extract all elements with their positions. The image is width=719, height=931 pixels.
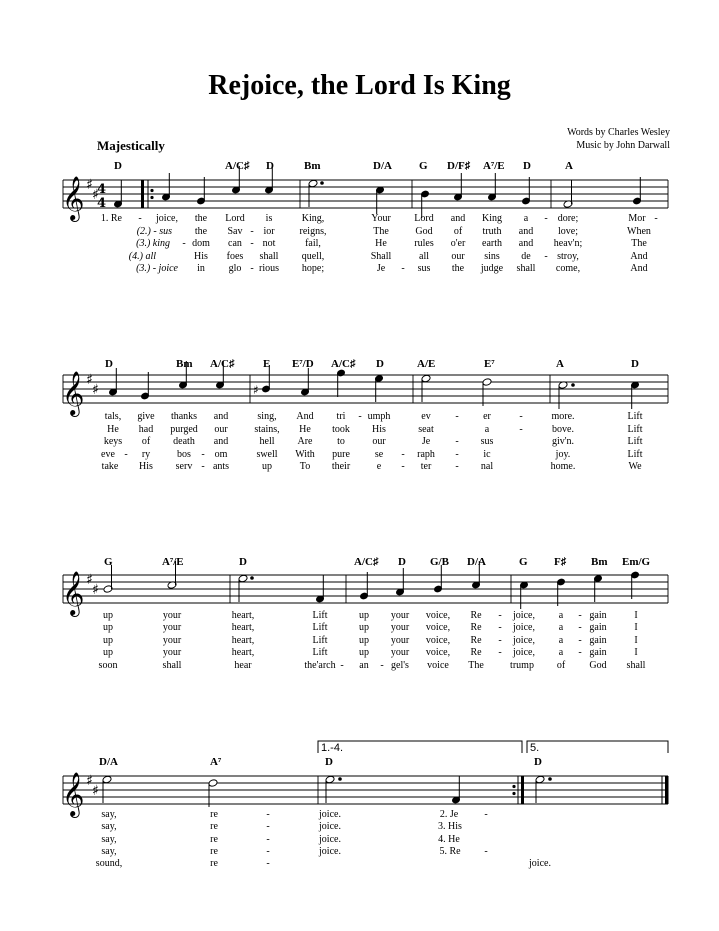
lyric: - xyxy=(401,449,405,460)
lyric: took xyxy=(332,424,350,435)
chord: D/A xyxy=(467,556,486,568)
lyric: - xyxy=(455,449,459,460)
lyric: sus xyxy=(417,263,431,274)
lyric: voice, xyxy=(425,647,451,658)
lyric: your xyxy=(390,622,410,633)
lyric: And xyxy=(630,251,648,262)
lyric: o'er xyxy=(450,238,466,249)
lyric: and xyxy=(213,411,229,422)
chord: A⁷/E xyxy=(162,556,184,568)
lyric: Your xyxy=(371,213,391,224)
ending-1-label: 1.-4. xyxy=(321,742,344,754)
lyric: shall xyxy=(516,263,536,274)
lyric: Lift xyxy=(627,449,643,460)
lyric: - xyxy=(266,809,270,820)
lyric: e xyxy=(376,461,382,472)
chord: D xyxy=(631,358,639,370)
lyric: and xyxy=(213,436,229,447)
lyric: truth xyxy=(482,226,502,237)
lyric: rious xyxy=(259,263,279,274)
lyric: - xyxy=(182,238,186,249)
lyric: say, xyxy=(101,834,117,845)
song-title: Rejoice, the Lord Is King xyxy=(208,70,511,101)
lyric: re xyxy=(210,846,218,857)
lyric: - xyxy=(654,213,658,224)
lyric: - xyxy=(266,846,270,857)
lyric: - xyxy=(401,263,405,274)
lyric: voice, xyxy=(425,622,451,633)
lyric: heart, xyxy=(231,647,255,658)
lyric: - xyxy=(266,834,270,845)
lyric: of xyxy=(556,660,566,671)
lyric: giv'n. xyxy=(551,436,575,447)
lyric: Mor xyxy=(628,213,646,224)
lyric: soon xyxy=(98,660,118,671)
lyric: sins xyxy=(484,251,500,262)
lyric: voice, xyxy=(425,610,451,621)
lyric: a xyxy=(558,635,564,646)
lyric: your xyxy=(162,635,182,646)
lyric: Re xyxy=(470,622,482,633)
lyric: of xyxy=(141,436,151,447)
chord: D xyxy=(376,358,384,370)
lyric: Lift xyxy=(627,424,643,435)
lyric: - xyxy=(578,647,582,658)
lyric: - xyxy=(578,610,582,621)
lyric: 4. He xyxy=(438,834,460,845)
lyric: home. xyxy=(550,461,576,472)
svg-text:𝄞: 𝄞 xyxy=(62,772,85,816)
lyric: seat xyxy=(418,424,434,435)
lyric: He xyxy=(107,424,119,435)
chord: D xyxy=(114,160,122,172)
lyric: - xyxy=(266,858,270,869)
lyric: heav'n; xyxy=(553,238,583,249)
chord: A/C♯ xyxy=(331,358,356,370)
lyric: stroy, xyxy=(557,251,579,262)
lyric: - xyxy=(201,461,205,472)
lyric: glo xyxy=(228,263,242,274)
lyric: dore; xyxy=(557,213,579,224)
svg-text:𝄞: 𝄞 xyxy=(62,371,85,415)
lyric: King, xyxy=(301,213,325,224)
lyric: thanks xyxy=(170,411,198,422)
lyric: - xyxy=(401,461,405,472)
verse-label: (3.) king xyxy=(136,238,170,249)
lyric: reigns, xyxy=(299,226,327,237)
lyric: Lift xyxy=(312,635,328,646)
lyric: of xyxy=(453,226,463,237)
lyric: The xyxy=(468,660,484,671)
lyric: The xyxy=(631,238,647,249)
lyric: joice. xyxy=(319,834,341,845)
lyric: I xyxy=(634,610,638,621)
lyric: - xyxy=(544,251,548,262)
lyric: their xyxy=(331,461,351,472)
lyric: To xyxy=(299,461,311,472)
lyric: - xyxy=(340,660,344,671)
lyric: God xyxy=(415,226,433,237)
lyric: shall xyxy=(162,660,182,671)
chord: D xyxy=(523,160,531,172)
svg-text:♯: ♯ xyxy=(92,582,99,598)
lyric: Lift xyxy=(312,622,328,633)
lyric: and xyxy=(450,213,466,224)
lyric: joice, xyxy=(513,622,535,633)
lyric: - xyxy=(455,436,459,447)
svg-text:♯: ♯ xyxy=(86,572,93,588)
lyric: up xyxy=(359,622,369,633)
lyric: - xyxy=(250,226,254,237)
lyric: in xyxy=(197,263,205,274)
chord: E⁷/D xyxy=(292,358,314,370)
chord: A/C♯ xyxy=(225,160,250,172)
lyric: up xyxy=(103,622,113,633)
lyric: say, xyxy=(101,821,117,832)
chord: G xyxy=(104,556,113,568)
lyric: up xyxy=(359,635,369,646)
lyric: raph xyxy=(417,449,435,460)
lyric: bove. xyxy=(552,424,574,435)
lyric: voice xyxy=(427,660,449,671)
lyric: sus xyxy=(480,436,494,447)
lyric: His xyxy=(372,424,386,435)
lyric: joice. xyxy=(319,846,341,857)
lyric: death xyxy=(173,436,195,447)
music-credit: Music by John Darwall xyxy=(576,140,670,151)
lyric: ry xyxy=(141,449,151,460)
lyric: - xyxy=(544,213,548,224)
lyric: a xyxy=(523,213,529,224)
lyric: - xyxy=(455,461,459,472)
lyric: Je xyxy=(376,263,386,274)
chord: Bm xyxy=(304,160,321,172)
lyric: heart, xyxy=(231,610,255,621)
lyric: heart, xyxy=(231,622,255,633)
lyric: - xyxy=(358,411,362,422)
lyric: your xyxy=(390,647,410,658)
chord: A/C♯ xyxy=(210,358,235,370)
chord: E⁷ xyxy=(484,358,495,370)
chord: D xyxy=(325,756,333,768)
chord: A/E xyxy=(417,358,436,370)
svg-text:♯: ♯ xyxy=(92,187,99,203)
lyric: - xyxy=(578,622,582,633)
svg-text:♯: ♯ xyxy=(92,382,99,398)
lyric: bos xyxy=(177,449,191,460)
lyric: ants xyxy=(212,461,230,472)
chord: D xyxy=(266,160,274,172)
lyric: - xyxy=(455,411,459,422)
lyric: Lift xyxy=(312,647,328,658)
svg-text:𝄞: 𝄞 xyxy=(62,176,85,220)
lyric: hope; xyxy=(301,263,325,274)
chord: G xyxy=(419,160,428,172)
lyric: the'arch xyxy=(304,660,336,671)
lyric: eve xyxy=(101,449,115,460)
lyric: When xyxy=(627,226,651,237)
lyric: 5. Re xyxy=(439,846,461,857)
chord: D xyxy=(105,358,113,370)
lyric: gain xyxy=(589,622,607,633)
lyric: - xyxy=(484,846,488,857)
lyric: - xyxy=(250,238,254,249)
lyric: ev xyxy=(421,411,431,422)
lyric: foes xyxy=(226,251,244,262)
chord: G/B xyxy=(430,556,449,568)
lyric: our xyxy=(372,436,386,447)
lyric: swell xyxy=(256,449,278,460)
lyric: - xyxy=(250,263,254,274)
svg-text:♯: ♯ xyxy=(253,383,259,397)
lyric: fail, xyxy=(305,238,321,249)
lyric: Lord xyxy=(225,213,245,224)
lyric: Je xyxy=(421,436,431,447)
lyric: re xyxy=(210,858,218,869)
lyric: nal xyxy=(480,461,494,472)
lyric: quell, xyxy=(301,251,325,262)
lyric: The xyxy=(373,226,389,237)
lyric: the xyxy=(194,213,208,224)
lyric: come, xyxy=(555,263,581,274)
lyric: your xyxy=(390,635,410,646)
lyric: shall xyxy=(259,251,279,262)
verse-label: 1. Re xyxy=(100,213,122,224)
lyric: your xyxy=(162,610,182,621)
time-sig-top: 4 xyxy=(97,182,107,197)
lyric: pure xyxy=(332,449,350,460)
lyric: hear xyxy=(234,660,252,671)
lyric: a xyxy=(558,647,564,658)
lyric: your xyxy=(162,647,182,658)
chord: D/F♯ xyxy=(447,160,471,172)
lyric: His xyxy=(194,251,208,262)
lyric: up xyxy=(103,610,113,621)
lyric: say, xyxy=(101,809,117,820)
lyric: I xyxy=(634,622,638,633)
lyric: joice. xyxy=(529,858,551,869)
lyric: shall xyxy=(626,660,646,671)
lyric: With xyxy=(295,449,315,460)
lyric: He xyxy=(375,238,387,249)
lyric: joice, xyxy=(513,635,535,646)
lyric: earth xyxy=(482,238,502,249)
lyric: a xyxy=(484,424,490,435)
lyric: your xyxy=(390,610,410,621)
chord: A/C♯ xyxy=(354,556,379,568)
lyric: trump xyxy=(510,660,534,671)
lyric: - xyxy=(519,411,523,422)
lyric: up xyxy=(359,610,369,621)
lyric: a xyxy=(558,622,564,633)
lyric: I xyxy=(634,635,638,646)
lyric: de xyxy=(521,251,531,262)
chord: Bm xyxy=(176,358,193,370)
lyric: gel's xyxy=(391,660,409,671)
lyric: can xyxy=(228,238,242,249)
lyric: - xyxy=(498,647,502,658)
chord: Em/G xyxy=(622,556,651,568)
lyric: And xyxy=(296,411,314,422)
lyric: sound, xyxy=(95,858,123,869)
lyric: - xyxy=(498,635,502,646)
chord: A⁷ xyxy=(210,756,222,768)
chord: D xyxy=(239,556,247,568)
lyric: om xyxy=(214,449,228,460)
lyric: - xyxy=(519,424,523,435)
ending-2-label: 5. xyxy=(530,742,540,754)
lyric: re xyxy=(210,809,218,820)
lyric: serv xyxy=(175,461,193,472)
lyric: gain xyxy=(589,610,607,621)
lyric: His xyxy=(139,461,153,472)
lyric: er xyxy=(483,411,491,422)
lyric: He xyxy=(299,424,311,435)
lyric: gain xyxy=(589,647,607,658)
lyric: - xyxy=(138,213,142,224)
lyric: joice, xyxy=(513,610,535,621)
credits xyxy=(567,126,670,152)
lyric: Lord xyxy=(414,213,434,224)
words-credit: Words by Charles Wesley xyxy=(567,127,670,138)
lyric: Re xyxy=(470,635,482,646)
tempo-marking: Majestically xyxy=(97,138,165,153)
lyric: more. xyxy=(551,411,575,422)
lyric: our xyxy=(451,251,465,262)
lyric: stains, xyxy=(254,424,280,435)
lyric: sing, xyxy=(257,411,277,422)
chord: F♯ xyxy=(554,556,567,568)
lyric: joice. xyxy=(319,809,341,820)
lyric: not xyxy=(262,238,276,249)
chord: E xyxy=(263,358,271,370)
lyric: - xyxy=(266,821,270,832)
lyric: - xyxy=(498,610,502,621)
lyric: heart, xyxy=(231,635,255,646)
lyric: Sav xyxy=(227,226,243,237)
lyric: up xyxy=(103,647,113,658)
lyric: joice, xyxy=(513,647,535,658)
lyric: se xyxy=(374,449,384,460)
lyric: - xyxy=(578,635,582,646)
lyric: purged xyxy=(170,424,198,435)
verse-label: (3.) - joice xyxy=(136,263,178,274)
lyric: - xyxy=(201,449,205,460)
lyric: an xyxy=(359,660,369,671)
lyric: ic xyxy=(483,449,491,460)
lyric: tri xyxy=(336,411,346,422)
lyric: God xyxy=(589,660,607,671)
lyric: and xyxy=(518,226,534,237)
chord: D/A xyxy=(99,756,118,768)
lyric: Re xyxy=(470,610,482,621)
lyric: Re xyxy=(470,647,482,658)
chord: G xyxy=(519,556,528,568)
lyric: - xyxy=(498,622,502,633)
lyric: the xyxy=(451,263,465,274)
lyric: rules xyxy=(414,238,434,249)
chord: D xyxy=(398,556,406,568)
lyric: Shall xyxy=(370,251,392,262)
svg-text:♯: ♯ xyxy=(86,177,93,193)
lyric: to xyxy=(337,436,345,447)
lyric: and xyxy=(518,238,534,249)
lyric: - xyxy=(380,660,384,671)
lyric: hell xyxy=(259,436,275,447)
lyric: had xyxy=(138,424,154,435)
lyric: Lift xyxy=(312,610,328,621)
chord: D xyxy=(534,756,542,768)
lyric: love; xyxy=(558,226,578,237)
chord: A xyxy=(556,358,564,370)
lyric: ter xyxy=(420,461,432,472)
lyric: Lift xyxy=(627,411,643,422)
lyric: dom xyxy=(192,238,210,249)
lyric: King xyxy=(482,213,502,224)
lyric: tals, xyxy=(104,411,122,422)
chord: Bm xyxy=(591,556,608,568)
lyric: voice, xyxy=(425,635,451,646)
lyric: And xyxy=(630,263,648,274)
lyric: say, xyxy=(101,846,117,857)
lyric: is xyxy=(265,213,273,224)
lyric: all xyxy=(419,251,429,262)
lyric: up xyxy=(262,461,272,472)
lyric: joy. xyxy=(555,449,571,460)
svg-text:♯: ♯ xyxy=(92,783,99,799)
lyric: judge xyxy=(480,263,504,274)
lyric: Lift xyxy=(627,436,643,447)
chord: A xyxy=(565,160,573,172)
lyric: 3. His xyxy=(438,821,462,832)
chord: D/A xyxy=(373,160,392,172)
verse-label: (2.) - sus xyxy=(136,226,172,237)
svg-text:♯: ♯ xyxy=(86,773,93,789)
lyric: I xyxy=(634,647,638,658)
lyric: - xyxy=(484,809,488,820)
lyric: ior xyxy=(263,226,275,237)
lyric: We xyxy=(628,461,642,472)
time-sig-bottom: 4 xyxy=(97,196,107,211)
lyric: up xyxy=(359,647,369,658)
lyric: your xyxy=(162,622,182,633)
lyric: our xyxy=(214,424,228,435)
lyric: 2. Je xyxy=(439,809,459,820)
lyric: a xyxy=(558,610,564,621)
verse-label: (4.) all xyxy=(128,251,156,262)
lyric: Are xyxy=(297,436,313,447)
lyric: umph xyxy=(367,411,391,422)
lyric: - xyxy=(124,449,128,460)
lyric: up xyxy=(103,635,113,646)
lyric: take xyxy=(101,461,119,472)
chord: A⁷/E xyxy=(483,160,505,172)
lyric: gain xyxy=(589,635,607,646)
lyric: the xyxy=(194,226,208,237)
lyric: joice. xyxy=(319,821,341,832)
lyric: re xyxy=(210,834,218,845)
lyric: re xyxy=(210,821,218,832)
svg-text:𝄞: 𝄞 xyxy=(62,571,85,615)
lyric: give xyxy=(137,411,155,422)
lyric: keys xyxy=(103,436,123,447)
svg-text:♯: ♯ xyxy=(86,372,93,388)
lyric: joice, xyxy=(156,213,178,224)
